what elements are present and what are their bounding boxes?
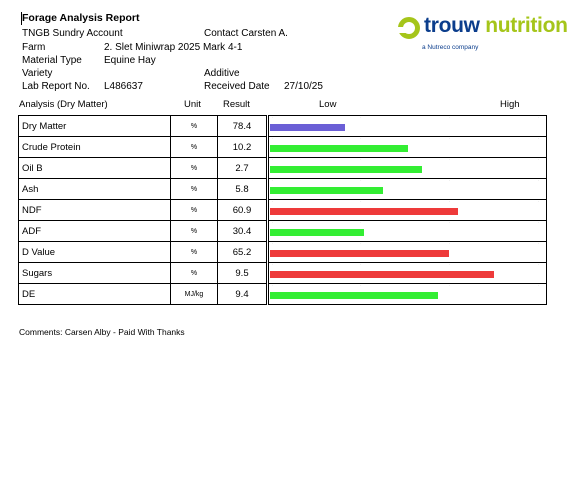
tick-marks — [269, 200, 546, 206]
tick-mark: · — [449, 115, 451, 119]
analysis-name: Oil B — [19, 158, 171, 179]
level-bar-cell — [269, 242, 547, 263]
level-bar — [270, 250, 449, 257]
tick-marks — [269, 263, 546, 269]
tick-marks — [269, 137, 546, 143]
contact-name: Contact Carsten A. — [204, 28, 288, 39]
tick-marks — [269, 242, 546, 248]
table-row — [19, 284, 547, 305]
level-bar — [270, 166, 422, 173]
analysis-unit: % — [171, 158, 218, 179]
company-logo — [397, 14, 567, 56]
col-low-header: Low — [319, 99, 337, 110]
farm-value: 2. Slet Miniwrap 2025 Mark 4-1 — [104, 42, 243, 53]
analysis-unit: % — [171, 200, 218, 221]
table-row — [19, 242, 547, 263]
analysis-unit: % — [171, 116, 218, 137]
analysis-result: 78.4 — [218, 116, 267, 137]
table-row — [19, 158, 547, 179]
tick-mark: · — [537, 262, 539, 266]
tick-mark: · — [271, 283, 273, 287]
analysis-name: D Value — [19, 242, 171, 263]
analysis-result: 2.7 — [218, 158, 267, 179]
tick-mark: · — [449, 199, 451, 203]
analysis-unit: % — [171, 263, 218, 284]
analysis-name: Sugars — [19, 263, 171, 284]
analysis-result: 65.2 — [218, 242, 267, 263]
tick-marks — [269, 158, 546, 164]
farm-label: Farm — [22, 42, 46, 53]
tick-mark: · — [271, 241, 273, 245]
tick-mark: · — [360, 241, 362, 245]
tick-mark: · — [449, 178, 451, 182]
report-title: Forage Analysis Report — [22, 12, 140, 24]
analysis-name: Dry Matter — [19, 116, 171, 137]
tick-mark: · — [271, 178, 273, 182]
table-row — [19, 221, 547, 242]
tick-mark: · — [360, 199, 362, 203]
level-bar-cell — [269, 221, 547, 242]
analysis-unit: % — [171, 221, 218, 242]
analysis-name: ADF — [19, 221, 171, 242]
level-bar-cell — [269, 200, 547, 221]
analysis-result: 9.5 — [218, 263, 267, 284]
lab-report-label: Lab Report No. — [22, 81, 90, 92]
level-bar — [270, 124, 345, 131]
tick-mark: · — [537, 136, 539, 140]
table-row — [19, 116, 547, 137]
level-bar-cell — [269, 263, 547, 284]
analysis-unit: % — [171, 242, 218, 263]
tick-mark: · — [449, 136, 451, 140]
account-name: TNGB Sundry Account — [22, 28, 123, 39]
level-bar — [270, 145, 408, 152]
tick-marks — [269, 116, 546, 122]
analysis-result: 10.2 — [218, 137, 267, 158]
tick-marks — [269, 284, 546, 290]
level-bar-cell — [269, 179, 547, 200]
col-high-header: High — [500, 99, 520, 110]
analysis-result: 5.8 — [218, 179, 267, 200]
level-bar — [270, 208, 458, 215]
tick-mark: · — [537, 241, 539, 245]
tick-mark: · — [360, 115, 362, 119]
level-bar-cell — [269, 284, 547, 305]
table-row — [19, 179, 547, 200]
tick-mark: · — [360, 220, 362, 224]
comments-text: Comments: Carsen Alby - Paid With Thanks — [19, 327, 185, 337]
lab-report-value: L486637 — [104, 81, 143, 92]
table-row — [19, 200, 547, 221]
material-label: Material Type — [22, 55, 82, 66]
tick-mark: · — [537, 115, 539, 119]
level-bar-cell — [269, 116, 547, 137]
analysis-name: DE — [19, 284, 171, 305]
table-row — [19, 137, 547, 158]
tick-mark: · — [271, 262, 273, 266]
tick-mark: · — [449, 262, 451, 266]
analysis-table-body — [19, 116, 547, 305]
logo-ring-icon — [398, 17, 420, 39]
level-bar — [270, 229, 364, 236]
tick-mark: · — [360, 136, 362, 140]
material-value: Equine Hay — [104, 55, 156, 66]
analysis-unit: % — [171, 179, 218, 200]
tick-mark: · — [537, 178, 539, 182]
logo-wordmark: trouw nutrition — [424, 14, 568, 37]
analysis-result: 9.4 — [218, 284, 267, 305]
tick-mark: · — [449, 157, 451, 161]
tick-marks — [269, 221, 546, 227]
tick-mark: · — [449, 220, 451, 224]
tick-mark: · — [271, 136, 273, 140]
level-bar-cell — [269, 137, 547, 158]
analysis-result: 30.4 — [218, 221, 267, 242]
tick-mark: · — [360, 157, 362, 161]
level-bar — [270, 292, 438, 299]
col-unit-header: Unit — [184, 99, 201, 110]
tick-mark: · — [271, 157, 273, 161]
tick-mark: · — [271, 220, 273, 224]
analysis-result: 60.9 — [218, 200, 267, 221]
analysis-table — [18, 115, 547, 305]
analysis-name: NDF — [19, 200, 171, 221]
tick-mark: · — [537, 283, 539, 287]
col-analysis-header: Analysis (Dry Matter) — [19, 99, 108, 110]
tick-mark: · — [360, 283, 362, 287]
tick-mark: · — [537, 199, 539, 203]
analysis-unit: MJ/kg — [171, 284, 218, 305]
level-bar-cell — [269, 158, 547, 179]
analysis-unit: % — [171, 137, 218, 158]
tick-mark: · — [360, 178, 362, 182]
level-bar — [270, 187, 383, 194]
level-bar — [270, 271, 494, 278]
analysis-name: Ash — [19, 179, 171, 200]
received-date-label: Received Date — [204, 81, 270, 92]
variety-label: Variety — [22, 68, 53, 79]
tick-mark: · — [537, 157, 539, 161]
table-row — [19, 263, 547, 284]
logo-tagline: a Nutreco company — [422, 44, 479, 51]
additive-label: Additive — [204, 68, 240, 79]
tick-mark: · — [360, 262, 362, 266]
tick-mark: · — [449, 283, 451, 287]
tick-marks — [269, 179, 546, 185]
tick-mark: · — [271, 115, 273, 119]
tick-mark: · — [449, 241, 451, 245]
tick-mark: · — [537, 220, 539, 224]
analysis-name: Crude Protein — [19, 137, 171, 158]
tick-mark: · — [271, 199, 273, 203]
received-date-value: 27/10/25 — [284, 81, 323, 92]
col-result-header: Result — [223, 99, 250, 110]
